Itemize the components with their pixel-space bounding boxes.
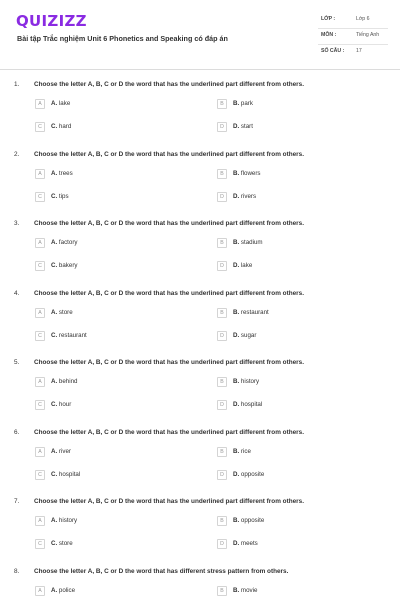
option-text	[51, 471, 80, 478]
option-word: police	[58, 586, 76, 594]
option-letter-box: A	[35, 586, 45, 596]
meta-label: SỐ CÂU :	[321, 48, 345, 54]
option-letter-box: A	[35, 169, 45, 179]
option-word: opposite	[240, 517, 265, 524]
option-text	[233, 448, 251, 455]
option-letter-box: D	[217, 400, 227, 410]
option-letter-box: B	[217, 516, 227, 526]
option-text	[51, 100, 70, 107]
option-letter-box: C	[35, 539, 45, 549]
option-letter-box: A	[35, 447, 45, 457]
question-number: 4.	[14, 289, 20, 297]
question-item	[0, 151, 400, 220]
option-word: trees	[58, 169, 73, 177]
option-prefix: C.	[51, 331, 58, 339]
option-text	[233, 193, 256, 200]
option-letter-box: D	[217, 331, 227, 341]
option-text	[233, 378, 259, 385]
option-word: start	[240, 123, 253, 130]
option-text	[233, 471, 264, 478]
option-prefix: C.	[51, 262, 58, 269]
option-word: hard	[58, 123, 72, 130]
option-text	[51, 448, 71, 455]
option-prefix: B.	[233, 447, 240, 455]
option-text	[51, 587, 75, 594]
option-text	[51, 332, 87, 339]
question-number: 1.	[14, 81, 20, 88]
worksheet-title: Bài tập Trắc nghiệm Unit 6 Phonetics and Speaking có đáp án	[17, 34, 228, 43]
question-text: Choose the letter A, B, C or D the word that has the underlined part different from others.	[34, 220, 304, 227]
question-text: Choose the letter A, B, C or D the word that has different stress pattern from others.	[34, 567, 289, 575]
option-letter-box: A	[35, 99, 45, 109]
option-word: history	[240, 378, 260, 385]
option-word: park	[240, 100, 253, 107]
option-word: history	[58, 517, 78, 524]
option-letter-box: B	[217, 586, 227, 596]
question-number: 8.	[14, 567, 20, 575]
option-text	[233, 100, 253, 107]
option-word: rivers	[240, 192, 257, 200]
option-text	[51, 378, 78, 385]
question-text: Choose the letter A, B, C or D the word that has the underlined part different from others.	[34, 428, 304, 436]
question-text: Choose the letter A, B, C or D the word that has the underlined part different from others.	[34, 81, 304, 88]
option-letter-box: B	[217, 238, 227, 248]
option-prefix: D.	[233, 401, 240, 408]
meta-value: Lớp 6	[356, 16, 370, 22]
option-letter-box: C	[35, 261, 45, 271]
option-text	[233, 309, 269, 316]
option-text	[51, 123, 71, 130]
option-prefix: A.	[51, 239, 58, 246]
option-word: restaurant	[240, 308, 269, 316]
option-prefix: D.	[233, 331, 240, 339]
option-prefix: D.	[233, 262, 240, 269]
option-prefix: B.	[233, 100, 240, 107]
option-word: factory	[58, 239, 78, 246]
option-text	[51, 193, 69, 200]
option-text	[51, 239, 78, 246]
question-item	[0, 220, 400, 289]
option-word: tips	[58, 192, 69, 200]
option-letter-box: C	[35, 122, 45, 132]
quizizz-logo[interactable]: QUIZIZZ	[16, 12, 87, 30]
option-letter-box: C	[35, 331, 45, 341]
option-word: lake	[240, 262, 253, 269]
option-text	[51, 540, 73, 547]
meta-label: LỚP :	[321, 16, 336, 22]
option-letter-box: A	[35, 516, 45, 526]
option-text	[51, 309, 73, 316]
option-word: flowers	[240, 169, 261, 177]
question-item	[0, 359, 400, 428]
option-prefix: A.	[51, 378, 58, 385]
option-prefix: D.	[233, 123, 240, 130]
question-number: 2.	[14, 150, 20, 158]
question-item	[0, 568, 400, 600]
worksheet-header	[0, 0, 400, 70]
option-text	[233, 332, 256, 339]
option-word: movie	[240, 586, 258, 594]
option-text	[233, 401, 262, 408]
option-text	[233, 262, 252, 269]
option-word: hospital	[240, 401, 263, 408]
option-letter-box: A	[35, 308, 45, 318]
question-item	[0, 498, 400, 567]
question-number: 5.	[14, 359, 20, 366]
question-text: Choose the letter A, B, C or D the word that has the underlined part different from others.	[34, 498, 304, 505]
option-prefix: B.	[233, 517, 240, 524]
question-number: 3.	[14, 220, 20, 227]
option-letter-box: C	[35, 192, 45, 202]
option-prefix: A.	[51, 169, 58, 177]
option-prefix: D.	[233, 192, 240, 200]
option-prefix: C.	[51, 470, 58, 478]
option-word: sugar	[240, 331, 257, 339]
option-prefix: B.	[233, 239, 240, 246]
option-prefix: A.	[51, 308, 58, 316]
option-text	[51, 170, 73, 177]
option-text	[51, 401, 71, 408]
option-word: behind	[58, 378, 78, 385]
option-word: lake	[58, 100, 71, 107]
meta-value: Tiếng Anh	[356, 32, 380, 38]
option-letter-box: D	[217, 192, 227, 202]
meta-label: MÔN :	[321, 32, 337, 38]
option-letter-box: C	[35, 470, 45, 480]
option-prefix: A.	[51, 100, 58, 107]
worksheet-meta	[318, 13, 388, 61]
option-letter-box: B	[217, 99, 227, 109]
option-letter-box: D	[217, 261, 227, 271]
option-text	[233, 170, 261, 177]
option-word: opposite	[240, 470, 265, 478]
option-letter-box: A	[35, 238, 45, 248]
question-item	[0, 81, 400, 150]
option-prefix: B.	[233, 308, 240, 316]
option-word: river	[58, 447, 71, 455]
option-text	[51, 262, 78, 269]
option-text	[233, 123, 253, 130]
option-word: hour	[58, 401, 72, 408]
option-letter-box: B	[217, 308, 227, 318]
option-word: rice	[240, 447, 251, 455]
option-letter-box: B	[217, 377, 227, 387]
question-text: Choose the letter A, B, C or D the word that has the underlined part different from others.	[34, 289, 304, 297]
option-text	[233, 587, 257, 594]
option-letter-box: B	[217, 447, 227, 457]
option-prefix: C.	[51, 540, 58, 547]
option-prefix: C.	[51, 401, 58, 408]
question-number: 7.	[14, 498, 20, 505]
option-prefix: B.	[233, 586, 240, 594]
option-text	[233, 540, 258, 547]
meta-row-grade	[318, 13, 388, 29]
option-letter-box: C	[35, 400, 45, 410]
option-letter-box: D	[217, 122, 227, 132]
option-letter-box: D	[217, 539, 227, 549]
option-text	[233, 517, 264, 524]
option-prefix: D.	[233, 470, 240, 478]
option-letter-box: D	[217, 470, 227, 480]
option-word: stadium	[240, 239, 263, 246]
option-word: restaurant	[58, 331, 87, 339]
option-word: store	[58, 540, 73, 547]
question-text: Choose the letter A, B, C or D the word that has the underlined part different from others.	[34, 359, 304, 366]
option-word: bakery	[58, 262, 78, 269]
option-prefix: B.	[233, 378, 240, 385]
option-letter-box: A	[35, 377, 45, 387]
option-prefix: C.	[51, 123, 58, 130]
option-word: hospital	[58, 470, 81, 478]
question-item	[0, 429, 400, 498]
option-letter-box: B	[217, 169, 227, 179]
option-prefix: C.	[51, 192, 58, 200]
option-prefix: B.	[233, 169, 240, 177]
meta-row-count	[318, 45, 388, 61]
option-prefix: A.	[51, 447, 58, 455]
question-text: Choose the letter A, B, C or D the word that has the underlined part different from others.	[34, 150, 304, 158]
option-word: meets	[240, 540, 258, 547]
question-number: 6.	[14, 428, 20, 436]
question-item	[0, 290, 400, 359]
meta-row-subject	[318, 29, 388, 45]
option-prefix: A.	[51, 517, 58, 524]
option-word: store	[58, 308, 73, 316]
meta-value: 17	[356, 48, 362, 54]
option-prefix: A.	[51, 586, 58, 594]
option-text	[51, 517, 77, 524]
option-text	[233, 239, 263, 246]
option-prefix: D.	[233, 540, 240, 547]
